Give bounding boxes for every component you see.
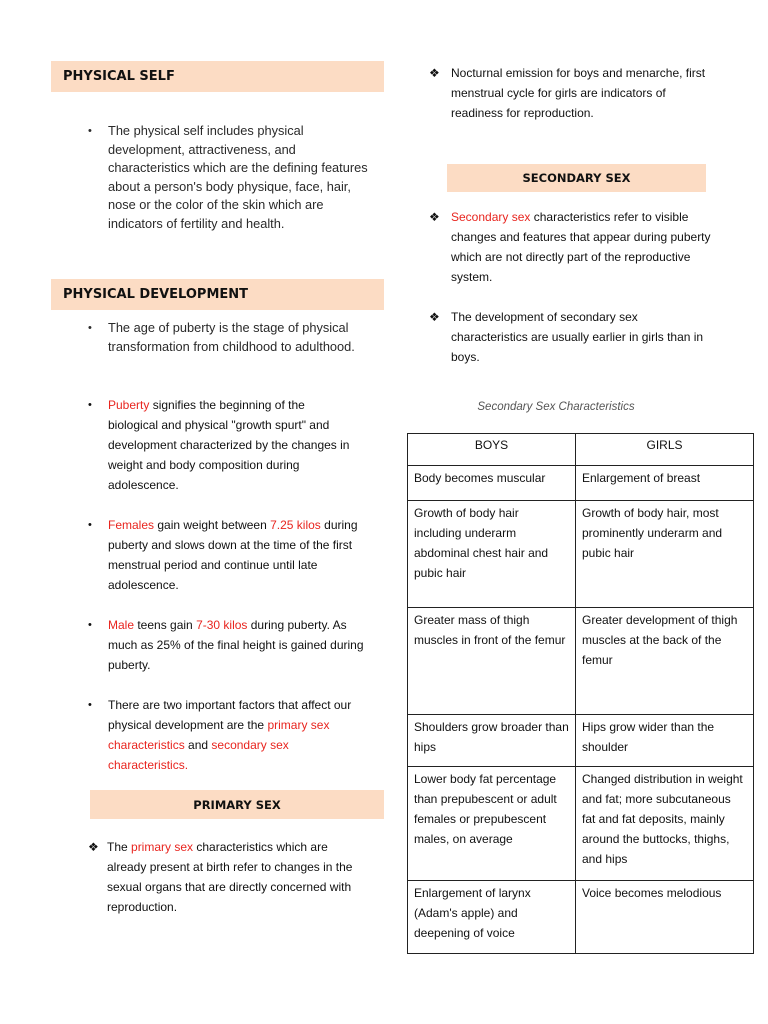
- table-cell-boys: Lower body fat percentage than prepubescent or adult females or prepubescent males, on average: [408, 767, 576, 881]
- table-cell-boys: Body becomes muscular: [408, 466, 576, 501]
- bullet-dot-icon: •: [88, 619, 92, 631]
- table-cell-boys: Enlargement of larynx (Adam's apple) and deepening of voice: [408, 881, 576, 954]
- diamond-bullet-icon: ❖: [429, 210, 440, 224]
- puberty-highlight: Puberty: [108, 398, 150, 412]
- secondary-sex-text-rest: characteristics refer to visible changes and features that appear during puberty which are not directly part of the reproductive system.: [451, 210, 711, 284]
- nocturnal-emission-bullet: [429, 63, 729, 125]
- diamond-bullet-icon: ❖: [429, 66, 440, 80]
- male-highlight: Male: [108, 618, 135, 632]
- factors-text-pre: There are two important factors that affect our physical development are the: [108, 698, 352, 732]
- secondary-sex-link-text: secondary sex characteristics.: [108, 738, 289, 772]
- table-cell-girls: Growth of body hair, most prominently underarm and pubic hair: [576, 501, 754, 608]
- table-cell-girls: Voice becomes melodious: [576, 881, 754, 954]
- females-text-mid: gain weight between: [154, 518, 271, 532]
- table-header-boys: BOYS: [408, 434, 576, 466]
- physical-self-heading: PHYSICAL SELF: [51, 61, 384, 92]
- development-bullet-5: [88, 695, 378, 775]
- bullet-dot-icon: •: [88, 699, 92, 711]
- male-text-rest: during puberty. As much as 25% of the final height is gained during puberty.: [108, 618, 364, 672]
- table-row: [408, 715, 754, 767]
- table-row: [408, 466, 754, 501]
- table-header-row: [408, 434, 754, 466]
- secondary-sex-bullet-1: [429, 207, 729, 287]
- development-text-3: [108, 515, 362, 595]
- secondary-sex-text-2: The development of secondary sex characteristics are usually earlier in girls than in boys.: [451, 310, 704, 364]
- females-highlight: Females: [108, 518, 155, 532]
- bullet-dot-icon: •: [88, 519, 92, 531]
- bullet-dot-icon: •: [88, 399, 92, 411]
- primary-sex-highlight: primary sex: [131, 840, 194, 854]
- primary-sex-text-pre: The: [107, 840, 132, 854]
- table-caption: Secondary Sex Characteristics: [477, 401, 635, 413]
- development-text-5: [108, 695, 358, 775]
- development-bullet-3: [88, 515, 378, 595]
- factors-text-mid: and: [184, 738, 212, 752]
- puberty-text: signifies the beginning of the biological and physical "growth spurt" and development characterized by the changes in weight and body composition during adolescence.: [108, 398, 350, 492]
- primary-sex-text: [107, 837, 369, 917]
- development-bullet-4: [88, 615, 378, 675]
- primary-sex-link-text: primary sex characteristics: [108, 718, 330, 752]
- table-cell-boys: Shoulders grow broader than hips: [408, 715, 576, 767]
- bullet-dot-icon: •: [88, 125, 92, 137]
- development-bullet-1: [88, 319, 378, 377]
- table-cell-girls: Changed distribution in weight and fat; more subcutaneous fat and fat deposits, mainly around the buttocks, thighs, and hips: [576, 767, 754, 881]
- females-text-rest: during puberty and slows down at the time of the first menstrual period and continue until late adolescence.: [108, 518, 358, 592]
- development-text-1: The age of puberty is the stage of physical transformation from childhood to adulthood.: [108, 320, 355, 354]
- table-row: [408, 501, 754, 608]
- table-row: [408, 608, 754, 715]
- primary-sex-text-rest: characteristics which are already present at birth refer to changes in the sexual organs that are directly concerned with reproduction.: [107, 840, 353, 914]
- table-cell-boys: Greater mass of thigh muscles in front of the femur: [408, 608, 576, 715]
- secondary-sex-highlight: Secondary sex: [451, 210, 531, 224]
- diamond-bullet-icon: ❖: [429, 310, 440, 324]
- table-cell-girls: Enlargement of breast: [576, 466, 754, 501]
- bullet-dot-icon: •: [88, 322, 92, 334]
- male-kilos-highlight: 7-30 kilos: [196, 618, 248, 632]
- table-row: [408, 881, 754, 954]
- secondary-sex-text-1: [451, 207, 713, 287]
- development-text-4: [108, 615, 370, 675]
- table-cell-girls: Greater development of thigh muscles at the back of the femur: [576, 608, 754, 715]
- secondary-sex-bullet-2: [429, 307, 729, 367]
- table-row: [408, 767, 754, 881]
- primary-sex-heading: PRIMARY SEX: [90, 790, 384, 819]
- secondary-sex-heading: SECONDARY SEX: [447, 164, 706, 192]
- development-text-2: [108, 395, 358, 495]
- development-bullet-2: [88, 395, 378, 495]
- primary-sex-bullet: [88, 837, 383, 919]
- table-cell-girls: Hips grow wider than the shoulder: [576, 715, 754, 767]
- diamond-bullet-icon: ❖: [88, 840, 99, 854]
- physical-development-heading: PHYSICAL DEVELOPMENT: [51, 279, 384, 310]
- male-text-mid: teens gain: [134, 618, 197, 632]
- physical-self-bullet: [88, 122, 378, 234]
- nocturnal-emission-text: Nocturnal emission for boys and menarche, first menstrual cycle for girls are indicators of readiness for reproduction.: [451, 66, 706, 120]
- physical-self-text: The physical self includes physical development, attractiveness, and characteristics which are the defining features about a person's body physique, face, hair, nose or the color of the skin which are indicators of fertility and health.: [108, 123, 368, 231]
- secondary-sex-table: [407, 433, 754, 954]
- table-cell-boys: Growth of body hair including underarm abdominal chest hair and pubic hair: [408, 501, 576, 608]
- table-header-girls: GIRLS: [576, 434, 754, 466]
- females-kilos-highlight: 7.25 kilos: [270, 518, 321, 532]
